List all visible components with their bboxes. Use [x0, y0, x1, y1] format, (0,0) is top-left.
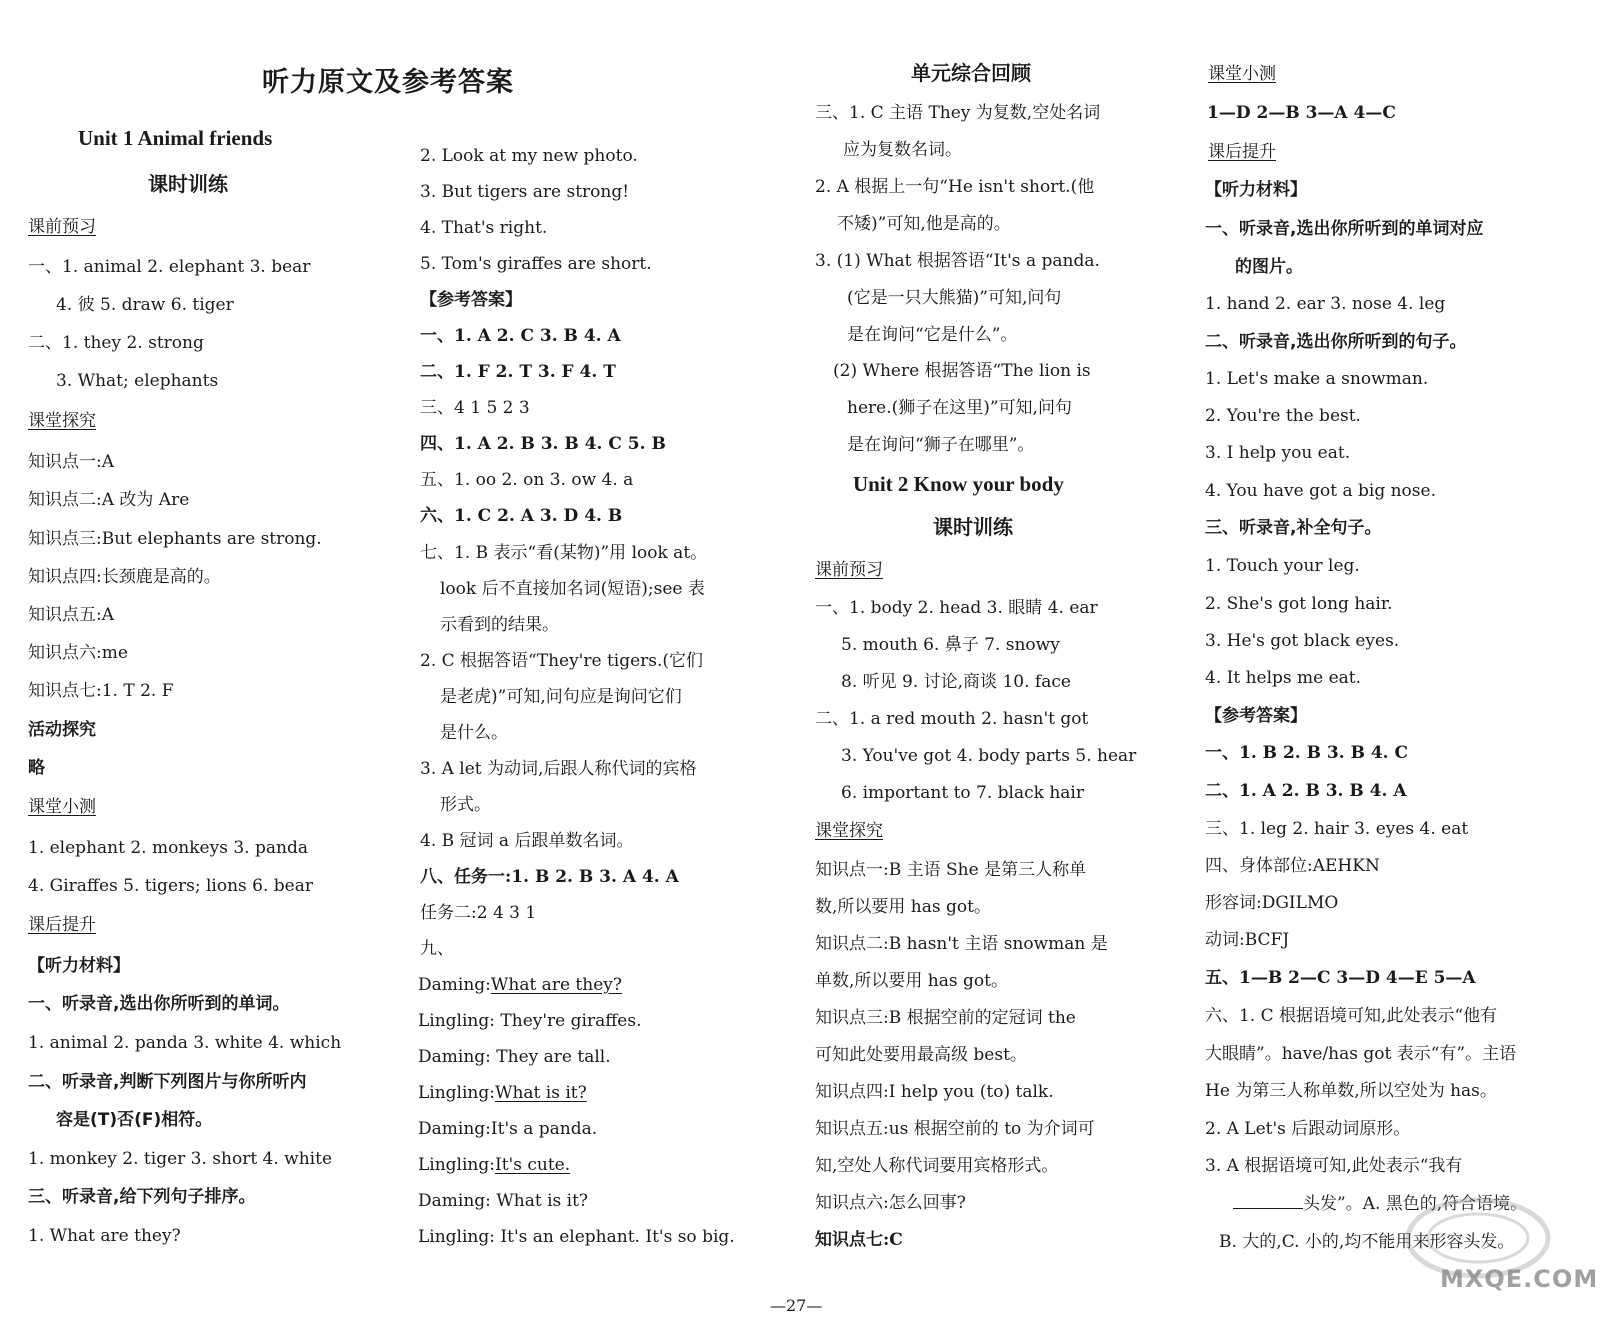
text-line: 的图片。 — [1235, 257, 1303, 277]
text-line: 知识点六:me — [28, 643, 128, 663]
text-line: 形式。 — [440, 795, 491, 815]
dialogue-answer: It's cute. — [495, 1155, 571, 1175]
dialogue-text: They're giraffes. — [500, 1011, 642, 1031]
text-fragment: 头发”。A. 黑色的,符合语境。 — [1303, 1194, 1528, 1214]
text-line: 5. mouth 6. 鼻子 7. snowy — [841, 635, 1060, 655]
dialogue-line — [418, 1046, 611, 1068]
text-line: 3. But tigers are strong! — [420, 182, 630, 202]
text-line: B. 大的,C. 小的,均不能用来形容头发。 — [1219, 1232, 1515, 1252]
speaker: Lingling: — [418, 1155, 495, 1175]
page-number: —27— — [770, 1296, 823, 1315]
section-heading-review: 单元综合回顾 — [911, 61, 1031, 85]
text-line: He 为第三人称单数,所以空处为 has。 — [1205, 1081, 1497, 1101]
text-line: 二、听录音,判断下列图片与你所听内 — [28, 1072, 307, 1092]
text-line: 一、听录音,选出你所听到的单词。 — [28, 994, 290, 1014]
text-line: 三、1. C 主语 They 为复数,空处名词 — [815, 103, 1101, 123]
text-line: 八、任务一:1. B 2. B 3. A 4. A — [420, 867, 679, 887]
text-line: 六、1. C 根据语境可知,此处表示“他有 — [1205, 1006, 1498, 1026]
text-line: 四、1. A 2. B 3. B 4. C 5. B — [420, 434, 666, 454]
dialogue-line — [418, 974, 622, 996]
text-line: 五、1. oo 2. on 3. ow 4. a — [420, 470, 634, 490]
text-line: 知,空处人称代词要用宾格形式。 — [815, 1156, 1059, 1176]
speaker: Daming: — [418, 1191, 491, 1211]
text-line: 二、1. they 2. strong — [28, 333, 204, 353]
text-line: 知识点二:B hasn't 主语 snowman 是 — [815, 934, 1108, 954]
text-line: 2. C 根据答语“They're tigers.(它们 — [420, 651, 704, 671]
text-line: 1—D 2—B 3—A 4—C — [1207, 103, 1396, 123]
speaker: Daming: — [418, 1119, 491, 1139]
text-line: 知识点一:A — [28, 452, 115, 472]
subsection-kqyx: 课前预习 — [815, 560, 883, 580]
text-line: 二、1. A 2. B 3. B 4. A — [1205, 781, 1407, 801]
text-line: 1. monkey 2. tiger 3. short 4. white — [28, 1149, 333, 1169]
unit-1-heading: Unit 1 Animal friends — [78, 126, 273, 150]
text-line: 一、听录音,选出你所听到的单词对应 — [1205, 219, 1484, 239]
text-line: 2. A Let's 后跟动词原形。 — [1205, 1119, 1411, 1139]
text-line: 知识点七:1. T 2. F — [28, 681, 174, 701]
text-line: 不矮)”可知,他是高的。 — [837, 214, 1011, 234]
page-title: 听力原文及参考答案 — [262, 67, 514, 98]
subsection-hdtj: 活动探究 — [28, 720, 96, 740]
text-line: 【参考答案】 — [1205, 706, 1307, 726]
text-line: 一、1. body 2. head 3. 眼睛 4. ear — [815, 598, 1098, 618]
text-line: 略 — [28, 758, 45, 778]
text-line: 动词:BCFJ — [1205, 930, 1290, 950]
text-line: 二、听录音,选出你所听到的句子。 — [1205, 332, 1467, 352]
dialogue-line — [418, 1190, 588, 1212]
text-line: 六、1. C 2. A 3. D 4. B — [420, 506, 623, 526]
text-line: 应为复数名词。 — [843, 140, 962, 160]
text-line: 是什么。 — [440, 723, 508, 743]
dialogue-text: What is it? — [496, 1191, 589, 1211]
text-line: 2. You're the best. — [1205, 406, 1361, 426]
text-line: 一、1. animal 2. elephant 3. bear — [28, 257, 311, 277]
text-line: (2) Where 根据答语“The lion is — [833, 361, 1091, 381]
subsection-kqyx: 课前预习 — [28, 217, 96, 237]
text-line: 【听力材料】 — [28, 956, 130, 976]
text-line: 是在询问“它是什么”。 — [847, 325, 1018, 345]
text-line: 三、听录音,补全句子。 — [1205, 518, 1382, 538]
text-line: 4. It helps me eat. — [1205, 668, 1362, 688]
subsection-khts: 课后提升 — [28, 915, 96, 935]
text-line: 1. What are they? — [28, 1226, 181, 1246]
text-line: 知识点四:长颈鹿是高的。 — [28, 567, 221, 587]
text-line: 4. That's right. — [420, 218, 548, 238]
text-line: 4. 彼 5. draw 6. tiger — [56, 295, 234, 315]
text-line: 【参考答案】 — [420, 290, 522, 310]
text-line: 1. elephant 2. monkeys 3. panda — [28, 838, 308, 858]
watermark-text: MXQE.COM — [1440, 1265, 1599, 1293]
dialogue-text: It's an elephant. It's so big. — [500, 1227, 735, 1247]
section-heading-keshi: 课时训练 — [148, 172, 228, 196]
text-line: 【听力材料】 — [1205, 180, 1307, 200]
text-line: 是在询问“狮子在哪里”。 — [847, 435, 1035, 455]
dialogue-line — [418, 1082, 587, 1104]
text-line: 三、听录音,给下列句子排序。 — [28, 1187, 256, 1207]
text-line: 九、 — [420, 939, 454, 959]
text-line: 一、1. A 2. C 3. B 4. A — [420, 326, 621, 346]
text-line: 1. hand 2. ear 3. nose 4. leg — [1205, 294, 1446, 314]
text-line: 3. What; elephants — [56, 371, 219, 391]
text-line: 2. Look at my new photo. — [420, 146, 638, 166]
text-line: (它是一只大熊猫)”可知,问句 — [847, 288, 1062, 308]
dialogue-answer: What is it? — [495, 1083, 587, 1103]
subsection-ktxc: 课堂小测 — [28, 797, 96, 817]
text-line: 任务二:2 4 3 1 — [420, 903, 537, 923]
text-line: 4. You have got a big nose. — [1205, 481, 1436, 501]
subsection-ktjt: 课堂探究 — [28, 411, 96, 431]
dialogue-text: It's a panda. — [490, 1119, 598, 1139]
text-line: 知识点五:us 根据空前的 to 为介词可 — [815, 1119, 1095, 1139]
dialogue-line — [418, 1010, 641, 1032]
text-line: 五、1—B 2—C 3—D 4—E 5—A — [1205, 968, 1476, 988]
text-line: 5. Tom's giraffes are short. — [420, 254, 652, 274]
text-line: 2. A 根据上一句“He isn't short.(他 — [815, 177, 1095, 197]
text-line: 数,所以要用 has got。 — [815, 897, 991, 917]
text-line: 1. Let's make a snowman. — [1205, 369, 1429, 389]
text-line: 形容词:DGILMO — [1205, 893, 1339, 913]
text-line: look 后不直接加名词(短语);see 表 — [440, 579, 705, 599]
text-line: 1. animal 2. panda 3. white 4. which — [28, 1033, 342, 1053]
text-line: 二、1. F 2. T 3. F 4. T — [420, 362, 616, 382]
dialogue-text: They are tall. — [496, 1047, 611, 1067]
text-line: 3. (1) What 根据答语“It's a panda. — [815, 251, 1100, 271]
text-line: 知识点五:A — [28, 605, 115, 625]
speaker: Lingling: — [418, 1227, 495, 1247]
text-line: 示看到的结果。 — [440, 615, 559, 635]
text-line: 3. A 根据语境可知,此处表示“我有 — [1205, 1156, 1463, 1176]
text-line: 七、1. B 表示“看(某物)”用 look at。 — [420, 543, 708, 563]
text-line: here.(狮子在这里)”可知,问句 — [847, 398, 1072, 418]
dialogue-answer: What are they? — [490, 975, 622, 995]
text-line: 大眼睛”。have/has got 表示“有”。主语 — [1205, 1044, 1517, 1064]
text-line: 是老虎)”可知,问句应是询问它们 — [440, 687, 682, 707]
text-line: 8. 听见 9. 讨论,商谈 10. face — [841, 672, 1071, 692]
subsection-khts: 课后提升 — [1208, 142, 1276, 162]
fill-blank — [1233, 1194, 1303, 1209]
text-line: 2. She's got long hair. — [1205, 594, 1393, 614]
text-line: 6. important to 7. black hair — [841, 783, 1084, 803]
text-line: 4. Giraffes 5. tigers; lions 6. bear — [28, 876, 313, 896]
dialogue-line — [418, 1118, 597, 1140]
speaker: Daming: — [418, 975, 491, 995]
text-line: 一、1. B 2. B 3. B 4. C — [1205, 743, 1409, 763]
text-line: 容是(T)否(F)相符。 — [56, 1110, 213, 1130]
text-line: 知识点六:怎么回事? — [815, 1193, 966, 1213]
text-line: 知识点四:I help you (to) talk. — [815, 1082, 1054, 1102]
text-line: 可知此处要用最高级 best。 — [815, 1045, 1027, 1065]
text-line: 知识点七:C — [815, 1230, 903, 1250]
text-line: 3. I help you eat. — [1205, 443, 1351, 463]
text-line: 1. Touch your leg. — [1205, 556, 1360, 576]
text-line: 3. He's got black eyes. — [1205, 631, 1400, 651]
text-line: 知识点二:A 改为 Are — [28, 490, 190, 510]
subsection-ktxc: 课堂小测 — [1208, 64, 1276, 84]
unit-2-heading: Unit 2 Know your body — [853, 472, 1064, 496]
section-heading-keshi: 课时训练 — [933, 515, 1013, 539]
text-line: 四、身体部位:AEHKN — [1205, 856, 1380, 876]
text-line: 知识点三:B 根据空前的定冠词 the — [815, 1008, 1076, 1028]
subsection-ktjt: 课堂探究 — [815, 821, 883, 841]
text-line: 知识点三:But elephants are strong. — [28, 529, 322, 549]
text-line: 三、1. leg 2. hair 3. eyes 4. eat — [1205, 819, 1469, 839]
dialogue-line — [418, 1226, 735, 1248]
text-line: 3. You've got 4. body parts 5. hear — [841, 746, 1137, 766]
text-line: 三、4 1 5 2 3 — [420, 398, 530, 418]
speaker: Lingling: — [418, 1011, 495, 1031]
text-line: 二、1. a red mouth 2. hasn't got — [815, 709, 1089, 729]
dialogue-line — [418, 1154, 570, 1176]
speaker: Daming: — [418, 1047, 491, 1067]
text-line: 4. B 冠词 a 后跟单数名词。 — [420, 831, 634, 851]
text-line: 3. A let 为动词,后跟人称代词的宾格 — [420, 759, 697, 779]
text-line: 知识点一:B 主语 She 是第三人称单 — [815, 860, 1087, 880]
text-line: 单数,所以要用 has got。 — [815, 971, 1008, 991]
speaker: Lingling: — [418, 1083, 495, 1103]
